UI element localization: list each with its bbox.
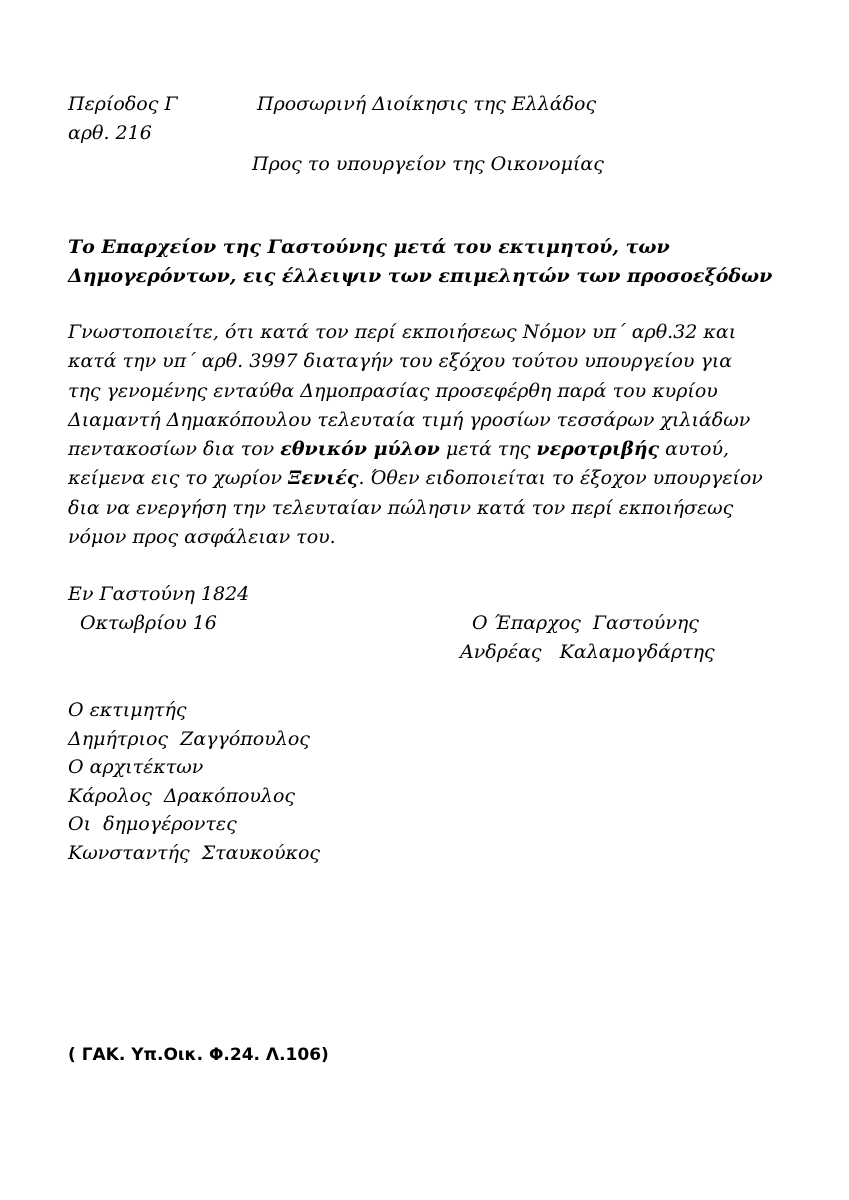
signatory-line: Κάρολος Δρακόπουλος (68, 784, 296, 807)
body-text: μετά της (439, 438, 537, 461)
body-line-1: Γνωστοποιείτε, ότι κατά τον περί εκποιήσεως Νόμον υπ΄ αρθ.32 και (68, 321, 737, 343)
signatory-line: Ο αρχιτέκτων (68, 756, 204, 778)
recipient-line: Προς το υπουργείον της Οικονομίας (252, 153, 604, 175)
prefect-title: Ο Έπαρχος Γαστούνης (472, 612, 699, 634)
subject-block (68, 233, 773, 291)
signatory-line: Δημήτριος Ζαγγόπουλος (68, 727, 310, 750)
emphasis-fulling-mill: νεροτριβής (536, 438, 660, 461)
body-line-2: κατά την υπ΄ αρθ. 3997 διαταγήν του εξόχου τούτου υπουργείου για (68, 350, 733, 373)
signatory-line: Ο εκτιμητής (68, 699, 187, 721)
signatory-line: Οι δημογέροντες (68, 813, 237, 835)
prefect-name: Ανδρέας Καλαμογδάρτης (460, 641, 715, 663)
government-title: Προσωρινή Διοίκησις της Ελλάδος (257, 93, 597, 115)
dateline-place-year: Εν Γαστούνη 1824 (68, 583, 250, 605)
period-label: Περίοδος Γ (68, 93, 178, 115)
emphasis-village-name: Ξενιές (288, 467, 359, 490)
archive-citation: ( ΓΑΚ. Υπ.Οικ. Φ.24. Λ.106) (68, 1045, 329, 1065)
emphasis-national-mill: εθνικόν μύλον (280, 438, 440, 461)
body-line-3: της γενομένης ενταύθα Δημοπρασίας προσεφέρθη παρά του κυρίου (68, 379, 718, 402)
body-line-8: νόμον προς ασφάλειαν του. (68, 526, 336, 549)
body-text: πεντακοσίων δια τον (68, 438, 281, 461)
body-line-5 (68, 435, 758, 464)
body-text: . Όθεν ειδοποιείται το έξοχον υπουργείον (358, 467, 763, 490)
article-number: αρθ. 216 (68, 122, 152, 144)
body-line-7: δια να ενεργήση την τελευταίαν πώλησιν κατά τον περί εκποιήσεως (68, 496, 734, 519)
letter-body (68, 318, 763, 552)
subject-line-1: Το Επαρχείον της Γαστούνης μετά του εκτιμητού, των (68, 236, 670, 258)
subject-line-2: Δημογερόντων, εις έλλειψιν των επιμελητών των προσοεξόδων (68, 265, 773, 287)
dateline-day: Οκτωβρίου 16 (80, 612, 217, 634)
signatories-list (68, 696, 320, 867)
body-text: αυτού, (659, 438, 730, 461)
signatory-line: Κωνσταντής Σταυκούκος (68, 841, 321, 864)
body-line-6 (68, 464, 763, 493)
body-line-4: Διαμαντή Δημακόπουλου τελευταία τιμή γροσίων τεσσάρων χιλιάδων (68, 408, 751, 431)
body-text: κείμενα εις το χωρίον (68, 467, 289, 490)
